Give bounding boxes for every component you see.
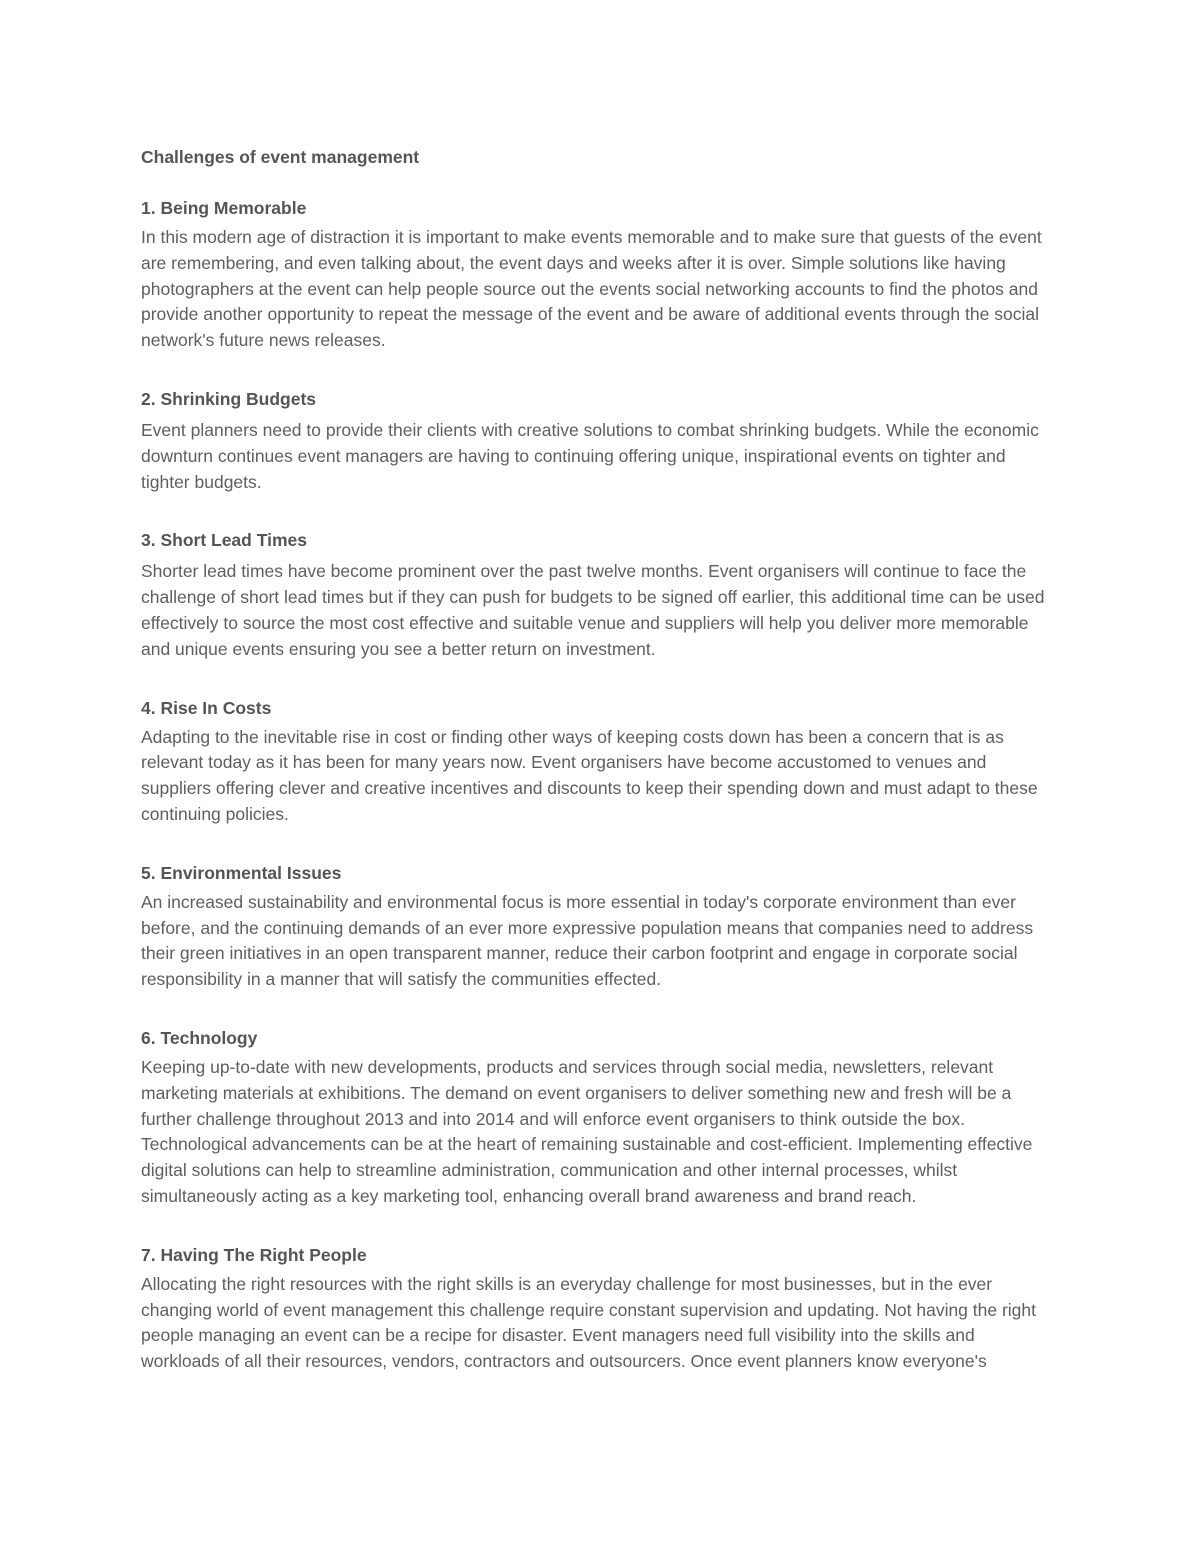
section-heading: 2. Shrinking Budgets bbox=[141, 388, 317, 409]
section-body: Keeping up-to-date with new developments, products and services through social media, newsletters, relevant marketing materials at exhibitions. The demand on event organisers to deliver something new and fresh will be a further challenge throughout 2013 and into 2014 and will enforce event organisers to think outside the box. Technological advancements can be at the heart of remaining sustainable and cost-efficient. Implementing effective digital solutions can help to streamline administration, communication and other internal processes, whilst simultaneously acting as a key marketing tool, enhancing overall brand awareness and brand reach. bbox=[141, 1056, 1033, 1206]
section-body: Event planners need to provide their clients with creative solutions to combat shrinking budgets. While the economic downturn continues event managers are having to continuing offering unique, inspirational events on tighter and tighter budgets. bbox=[141, 419, 1039, 492]
section-heading: 3. Short Lead Times bbox=[141, 530, 307, 551]
document-title: Challenges of event management bbox=[141, 147, 420, 167]
section-short-lead-times bbox=[141, 527, 1056, 662]
section-shrinking-budgets bbox=[141, 386, 1056, 495]
section-body: In this modern age of distraction it is important to make events memorable and to make sure that guests of the event are remembering, and even talking about, the event days and weeks after it is over. Simple solutions like having photographers at the event can help people source out the events social networking accounts to find the photos and provide another opportunity to repeat the message of the event and be aware of additional events through the social network's future news releases. bbox=[141, 227, 1042, 351]
section-body: Adapting to the inevitable rise in cost or finding other ways of keeping costs down has been a concern that is as relevant today as it has been for many years now. Event organisers have become accustomed to venues and suppliers offering clever and creative incentives and discounts to keep their spending down and must adapt to these continuing policies. bbox=[141, 726, 1038, 824]
section-being-memorable bbox=[141, 195, 1056, 354]
section-heading: 6. Technology bbox=[141, 1027, 258, 1048]
section-heading: 7. Having The Right People bbox=[141, 1244, 367, 1265]
section-heading: 5. Environmental Issues bbox=[141, 862, 342, 883]
section-heading: 4. Rise In Costs bbox=[141, 697, 272, 718]
section-heading: 1. Being Memorable bbox=[141, 198, 307, 218]
section-rise-in-costs bbox=[141, 695, 1056, 828]
document-page bbox=[141, 144, 1056, 1407]
section-environmental-issues bbox=[141, 860, 1056, 993]
section-body: Shorter lead times have become prominent over the past twelve months. Event organisers will continue to face the challenge of short lead times but if they can push for budgets to be signed off earlier, this additional time can be used effectively to source the most cost effective and suitable venue and suppliers will help you deliver more memorable and unique events ensuring you see a better return on investment. bbox=[141, 561, 1045, 659]
section-technology bbox=[141, 1025, 1056, 1210]
section-body: An increased sustainability and environmental focus is more essential in today's corporate environment than ever before, and the continuing demands of an ever more expressive population means that companies need to address their green initiatives in an open transparent manner, reduce their carbon footprint and engage in corporate social responsibility in a manner that will satisfy the communities effected. bbox=[141, 891, 1034, 990]
section-having-the-right-people bbox=[141, 1242, 1056, 1375]
section-body: Allocating the right resources with the right skills is an everyday challenge for most businesses, but in the ever changing world of event management this challenge require constant supervision and updating. Not having the right people managing an event can be a recipe for disaster. Event managers need full visibility into the skills and workloads of all their resources, vendors, contractors and outsourcers. Once event planners know everyone's bbox=[141, 1273, 1037, 1372]
